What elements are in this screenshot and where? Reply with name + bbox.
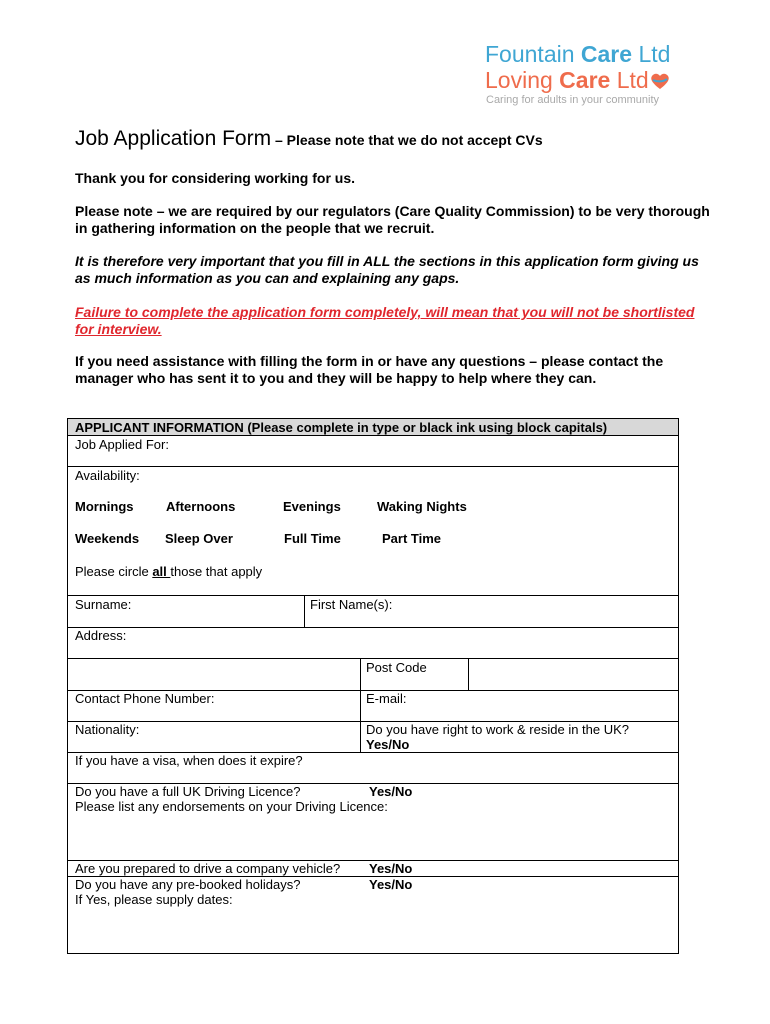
section-header: APPLICANT INFORMATION (Please complete in type or black ink using block capitals) [75,420,608,435]
circle-instruction [75,564,262,579]
option-evenings[interactable]: Evenings [283,499,341,514]
thanks-text: Thank you for considering working for us. [75,170,356,186]
availability-label: Availability: [75,468,140,483]
applicant-information-form [67,418,679,954]
contact-phone-field[interactable]: Contact Phone Number: [75,691,215,706]
company-logo-loving-care [485,66,670,96]
visa-expiry-field[interactable]: If you have a visa, when does it expire? [75,753,303,768]
email-field[interactable]: E-mail: [366,691,407,706]
option-waking-nights[interactable]: Waking Nights [377,499,467,514]
logo-text-part: Ltd [632,41,671,67]
post-code-label: Post Code [366,660,427,675]
warning-text: Failure to complete the application form completely, will mean that you will not be shortlisted for interview. [75,304,695,337]
endorsements-field[interactable]: Please list any endorsements on your Driving Licence: [75,799,388,814]
driving-licence-answer[interactable]: Yes/No [369,784,413,799]
logo-text-care: Care [580,41,633,67]
regulators-text: Please note – we are required by our regulators (Care Quality Commission) to be very thorough in gathering information on the people that we recruit. [75,203,710,236]
heart-icon [650,68,670,96]
cv-note: – Please note that we do not accept CVs [271,132,543,148]
right-to-work-answer[interactable]: Yes/No [366,737,410,752]
option-full-time[interactable]: Full Time [284,531,341,546]
page-title [75,127,543,151]
nationality-field[interactable]: Nationality: [75,722,140,737]
form-title: Job Application Form [75,127,272,150]
circle-text: Please circle [75,564,153,579]
company-logo-fountain-care [485,40,670,68]
company-vehicle-question: Are you prepared to drive a company vehicle? [75,861,341,876]
assistance-text: If you need assistance with filling the form in or have any questions – please contact the manager who has sent it to you and they will be happy to help where they can. [75,353,664,386]
address-field[interactable]: Address: [75,628,127,643]
circle-all: all [152,564,171,579]
option-sleep-over[interactable]: Sleep Over [165,531,233,546]
right-to-work-question: Do you have right to work & reside in the UK? [366,722,630,737]
logo-tagline: Caring for adults in your community [486,94,660,106]
holidays-question: Do you have any pre-booked holidays? [75,877,301,892]
logo-text-part: Fountain [485,41,581,67]
surname-field[interactable]: Surname: [75,597,132,612]
option-afternoons[interactable]: Afternoons [166,499,236,514]
company-vehicle-answer[interactable]: Yes/No [369,861,413,876]
holidays-answer[interactable]: Yes/No [369,877,413,892]
logo-text-part: Loving [485,67,560,93]
option-mornings[interactable]: Mornings [75,499,134,514]
logo-text-part: Ltd [610,67,649,93]
option-weekends[interactable]: Weekends [75,531,140,546]
option-part-time[interactable]: Part Time [382,531,442,546]
driving-licence-question: Do you have a full UK Driving Licence? [75,784,301,799]
logo-text-care: Care [559,67,611,93]
holiday-dates-field[interactable]: If Yes, please supply dates: [75,892,233,907]
circle-text-end: those that apply [170,564,263,579]
important-text: It is therefore very important that you fill in ALL the sections in this application form giving us as much information as you can and explaining any gaps. [75,253,699,286]
first-names-field[interactable]: First Name(s): [310,597,393,612]
job-applied-label: Job Applied For: [75,437,169,452]
